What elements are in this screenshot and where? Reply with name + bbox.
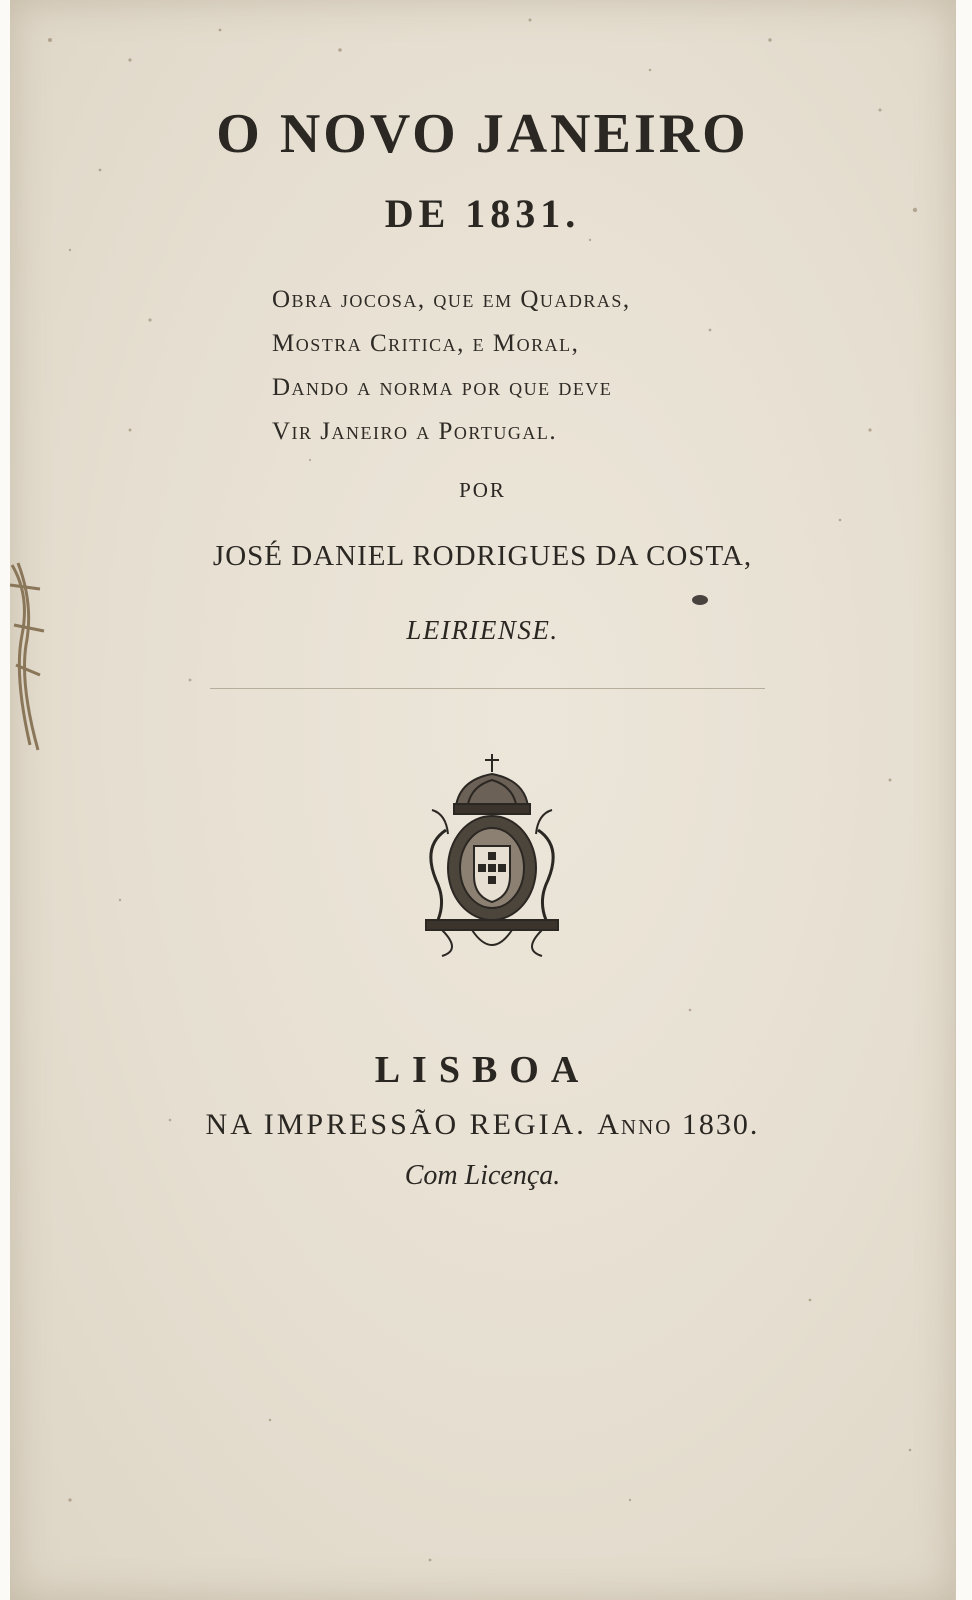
- verse-line: Vir Janeiro a Portugal.: [272, 418, 558, 445]
- royal-coat-of-arms-icon: [412, 750, 572, 960]
- imprint-press: NA IMPRESSÃO REGIA.: [205, 1108, 587, 1141]
- page-title: O NOVO JANEIRO: [216, 103, 749, 165]
- imprint-licence: Com Licença.: [404, 1160, 561, 1191]
- verse-line: Obra jocosa, que em Quadras,: [272, 286, 631, 313]
- imprint-year: Anno 1830.: [597, 1108, 760, 1141]
- imprint-city: LISBOA: [374, 1049, 591, 1091]
- author-origin: LEIRIENSE.: [406, 615, 559, 645]
- page-subtitle: DE 1831.: [384, 191, 581, 236]
- by-line: POR: [459, 478, 506, 502]
- verse-line: Mostra Critica, e Moral,: [272, 330, 580, 357]
- verse-line: Dando a norma por que deve: [272, 374, 613, 401]
- verse-block: [272, 278, 792, 454]
- binding-thread: [0, 555, 60, 755]
- title-page: [10, 0, 956, 1600]
- divider: [210, 688, 765, 689]
- imprint-line: [10, 1108, 955, 1142]
- author-name: JOSÉ DANIEL RODRIGUES DA COSTA,: [212, 540, 753, 572]
